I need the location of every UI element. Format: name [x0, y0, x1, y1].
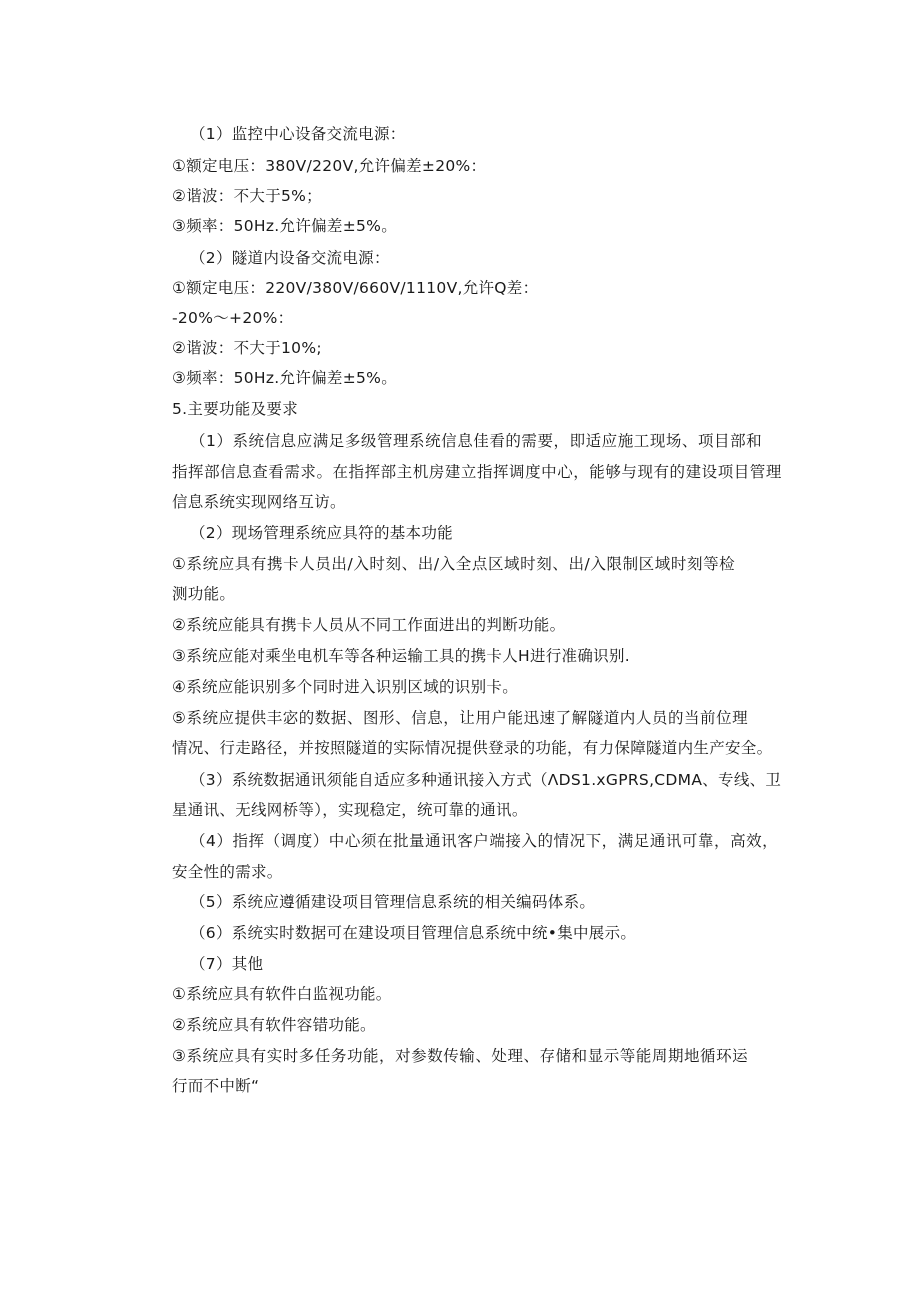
paragraph-line: ③频率：50Hz.允许偏差±5%。: [172, 217, 398, 235]
paragraph-line: ②谐波：不大于10%;: [172, 339, 322, 357]
paragraph-line: （5）系统应遵循建设项目管理信息系统的相关编码体系。: [190, 893, 596, 911]
paragraph-line: 指挥部信息查看需求。在指挥部主机房建立指挥调度中心，能够与现有的建设项目管理: [172, 463, 782, 481]
section-heading: （2）现场管理系统应具符的基本功能: [190, 524, 453, 542]
paragraph-line: ③频率：50Hz.允许偏差±5%。: [172, 369, 398, 387]
paragraph-line: ②谐波：不大于5%；: [172, 187, 322, 205]
paragraph-line: 行而不中断“: [172, 1077, 260, 1095]
paragraph-line: ②系统应能具有携卡人员从不同工作面进出的判断功能。: [172, 616, 566, 634]
paragraph-line: ①系统应具有携卡人员出/入时刻、出/入全点区域时刻、出/入限制区域时刻等检: [172, 555, 736, 573]
paragraph-line: 测功能。: [172, 585, 236, 603]
paragraph-line: 星通讯、无线网桥等），实现稳定，统可靠的通讯。: [172, 801, 528, 819]
section-heading-1: （1）监控中心设备交流电源：: [190, 125, 406, 143]
paragraph-line: ①额定电压：380V/220V,允许偏差±20%：: [172, 157, 487, 175]
section-heading: （7）其他: [190, 955, 264, 973]
paragraph-line: ③系统应能对乘坐电机车等各种运输工具的携卡人H进行准确识别.: [172, 647, 630, 665]
section-title: 5.主要功能及要求: [172, 400, 298, 418]
paragraph-line: -20%〜+20%：: [172, 309, 294, 327]
paragraph-line: ④系统应能识别多个同时进入识别区域的识别卡。: [172, 678, 518, 696]
paragraph-line: 安全性的需求。: [172, 863, 283, 881]
paragraph-line: （4）指挥（调度）中心须在批量通讯客户端接入的情况下，满足通讯可靠，高效，: [190, 832, 779, 850]
section-heading-2: （2）隧道内设备交流电源：: [190, 249, 390, 267]
paragraph-line: （1）系统信息应满足多级管理系统信息佳看的需要，即适应施工现场、项目部和: [190, 432, 763, 450]
paragraph-line: ③系统应具有实时多任务功能，对参数传输、处理、存储和显示等能周期地循环运: [172, 1047, 749, 1065]
paragraph-line: （3）系统数据通讯须能自适应多种通讯接入方式（ΛDS1.xGPRS,CDMA、专线、卫: [190, 771, 782, 789]
paragraph-line: ①额定电压：220V/380V/660V/1110V,允许Q差：: [172, 279, 539, 297]
paragraph-line: ⑤系统应提供丰宓的数据、图形、信息，让用户能迅速了解隧道内人员的当前位理: [172, 709, 749, 727]
paragraph-line: ②系统应具有软件容错功能。: [172, 1016, 376, 1034]
paragraph-line: 情况、行走路径，并按照隧道的实际情况提供登录的功能，有力保障隧道内生产安全。: [172, 739, 773, 757]
paragraph-line: 信息系统实现网络互访。: [172, 493, 346, 511]
paragraph-line: （6）系统实时数据可在建设项目管理信息系统中统•集中展示。: [190, 924, 637, 942]
paragraph-line: ①系统应具有软件白监视功能。: [172, 985, 392, 1003]
